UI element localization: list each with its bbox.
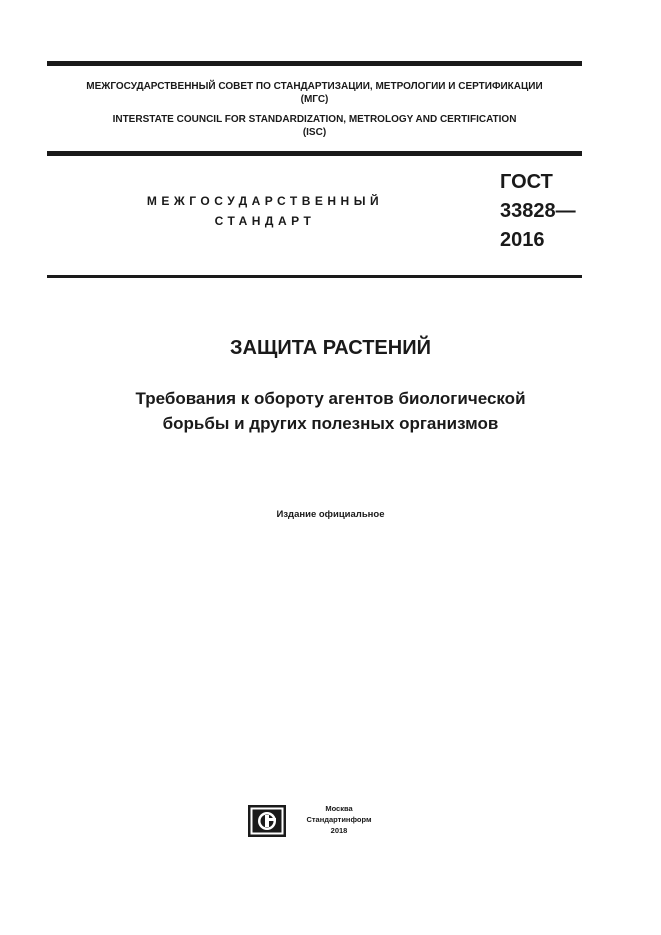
- council-ru-line1: МЕЖГОСУДАРСТВЕННЫЙ СОВЕТ ПО СТАНДАРТИЗАЦИИ, МЕТРОЛОГИИ И СЕРТИФИКАЦИИ: [86, 81, 543, 92]
- subtitle-line1: Требования к обороту агентов биологической: [135, 389, 526, 408]
- council-ru-line2: (МГС): [300, 94, 329, 105]
- gost-prefix: ГОСТ: [500, 171, 553, 193]
- publisher-year: 2018: [330, 826, 348, 835]
- gost-year: 2016: [500, 229, 545, 251]
- bottom-rule: [47, 275, 582, 278]
- publisher-name: Стандартинформ: [306, 815, 372, 824]
- subtitle-line2: борьбы и других полезных организмов: [162, 414, 499, 433]
- standard-type-line2: СТАНДАРТ: [214, 214, 316, 228]
- top-rule: [47, 61, 582, 66]
- council-en-line1: INTERSTATE COUNCIL FOR STANDARDIZATION, METROLOGY AND CERTIFICATION: [112, 114, 517, 125]
- document-subtitle: [0, 386, 661, 436]
- gost-number: 33828—: [500, 200, 576, 222]
- standartinform-logo-icon: [248, 805, 286, 837]
- edition-note: Издание официальное: [276, 509, 385, 520]
- standard-type-line1: МЕЖГОСУДАРСТВЕННЫЙ: [146, 194, 384, 208]
- publisher-city: Москва: [325, 804, 353, 813]
- council-name-ru: [47, 80, 582, 106]
- document-title: ЗАЩИТА РАСТЕНИЙ: [230, 337, 431, 359]
- council-name-en: [47, 113, 582, 139]
- publisher-block: [296, 803, 382, 836]
- middle-rule: [47, 151, 582, 156]
- council-en-line2: (ISC): [302, 127, 327, 138]
- gost-designation: [500, 168, 590, 255]
